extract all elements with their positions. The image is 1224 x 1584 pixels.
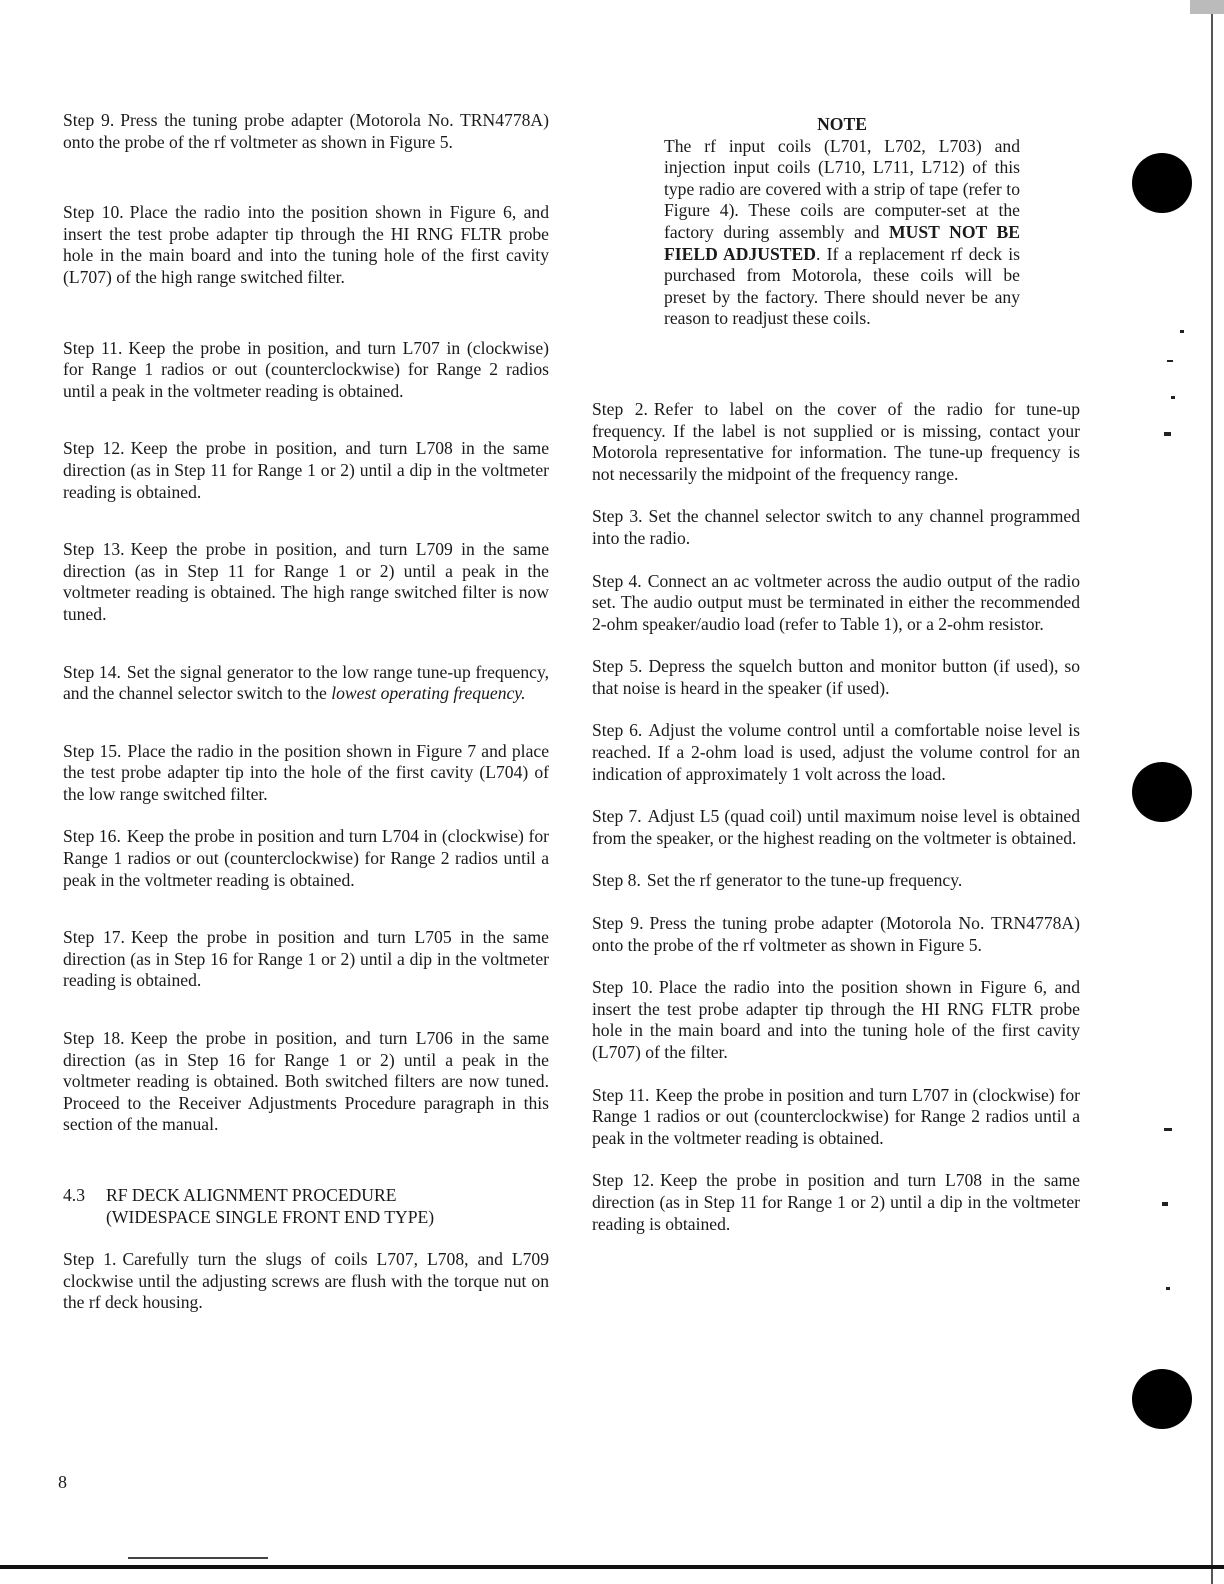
- note-box: [664, 114, 1020, 330]
- right-step-11: Step 11. Keep the probe in position and turn L707 in (clockwise) for Range 1 radios or out (counterclockwise) for Range 2 radios until a peak in the voltmeter reading is obtained.: [592, 1084, 1080, 1148]
- right-step-3: Step 3. Set the channel selector switch to any channel programmed into the radio.: [592, 506, 1080, 548]
- note-warning-bold: MUST NOT BE FIELD ADJUSTED: [664, 221, 1020, 264]
- left-step-16: Step 16. Keep the probe in position and turn L704 in (clockwise) for Range 1 radios or out (counterclockwise) for Range 2 radios until a peak in the voltmeter reading is obtained.: [63, 826, 549, 890]
- scan-edge-line: [1211, 0, 1213, 1584]
- left-step-1: Step 1. Carefully turn the slugs of coils L707, L708, and L709 clockwise until the adjusting screws are flush with the torque nut on the rf deck housing.: [63, 1249, 549, 1313]
- right-step-9: Step 9. Press the tuning probe adapter (Motorola No. TRN4778A) onto the probe of the rf voltmeter as shown in Figure 5.: [592, 913, 1080, 955]
- left-step-14: Step 14. Set the signal generator to the low range tune-up frequency, and the channel selector switch to the lowest operating frequency.: [63, 661, 549, 704]
- scan-speck: [1164, 432, 1171, 436]
- left-step-10: Step 10. Place the radio into the position shown in Figure 6, and insert the test probe adapter tip through the HI RNG FLTR probe hole in the main board and into the tuning hole of the first cavity (L707) of the high range switched filter.: [63, 202, 550, 287]
- right-step-7: Step 7. Adjust L5 (quad coil) until maximum noise level is obtained from the speaker, or the highest reading on the voltmeter is obtained.: [592, 806, 1080, 848]
- binder-hole-middle: [1132, 762, 1192, 822]
- right-step-6: Step 6. Adjust the volume control until a comfortable noise level is reached. If a 2-ohm load is used, adjust the volume control for an indication of approximately 1 volt across the load.: [592, 720, 1080, 784]
- left-step-18: Step 18. Keep the probe in position, and turn L706 in the same direction (as in Step 16 for Range 1 or 2) until a peak in the voltmeter reading is obtained. Both switched filters are now tuned. Proceed to the Receiver Adjustments Procedure paragraph in this section of the manual.: [63, 1028, 550, 1135]
- scan-speck: [1166, 1287, 1170, 1290]
- left-step-17: Step 17. Keep the probe in position and turn L705 in the same direction (as in Step 16 for Range 1 or 2) until a dip in the voltmeter reading is obtained.: [63, 927, 549, 991]
- right-step-5: Step 5. Depress the squelch button and monitor button (if used), so that noise is heard in the speaker (if used).: [592, 656, 1081, 698]
- note-text: The rf input coils (L701, L702, L703) and injection input coils (L710, L711, L712) of this type radio are covered with a strip of tape (refer to Figure 4). These coils are computer-set at the factory during assembly and MUST NOT BE FIELD ADJUSTED. If a replacement rf deck is purchased from Motorola, these coils will be preset by the factory. There should never be any reason to readjust these coils.: [664, 135, 1020, 329]
- section-number: 4.3: [63, 1185, 85, 1205]
- left-column: [63, 110, 549, 1314]
- bottom-short-rule: [128, 1557, 268, 1559]
- left-step-13: Step 13. Keep the probe in position, and turn L709 in the same direction (as in Step 11 for Range 1 or 2) until a peak in the voltmeter reading is obtained. The high range switched filter is now tuned.: [63, 539, 550, 624]
- lowest-operating-frequency-emphasis: lowest operating frequency.: [331, 683, 526, 704]
- left-step-9: Step 9. Press the tuning probe adapter (Motorola No. TRN4778A) onto the probe of the rf voltmeter as shown in Figure 5.: [63, 110, 549, 152]
- left-step-15: Step 15. Place the radio in the position shown in Figure 7 and place the test probe adapter tip into the hole of the first cavity (L704) of the low range switched filter.: [63, 740, 549, 804]
- right-step-2: Step 2. Refer to label on the cover of the radio for tune-up frequency. If the label is not supplied or is missing, contact your Motorola representative for information. The tune-up frequency is not necessarily the midpoint of the frequency range.: [592, 398, 1080, 484]
- section-heading: [63, 1185, 549, 1228]
- binder-hole-bottom: [1132, 1369, 1192, 1429]
- scan-speck: [1167, 360, 1173, 362]
- left-step-12: Step 12. Keep the probe in position, and turn L708 in the same direction (as in Step 11 for Range 1 or 2) until a dip in the voltmeter reading is obtained.: [63, 438, 550, 502]
- section-subtitle: (WIDESPACE SINGLE FRONT END TYPE): [106, 1206, 435, 1227]
- right-column: [592, 114, 1080, 1235]
- scan-speck: [1171, 396, 1175, 399]
- bottom-margin-rule: [0, 1565, 1224, 1569]
- scan-speck: [1162, 1202, 1168, 1206]
- right-step-4: Step 4. Connect an ac voltmeter across the audio output of the radio set. The audio output must be terminated in either the recommended 2-ohm speaker/audio load (refer to Table 1), or a 2-ohm resistor.: [592, 570, 1080, 634]
- page-number: 8: [58, 1472, 67, 1492]
- scan-speck: [1180, 330, 1184, 333]
- section-title: RF DECK ALIGNMENT PROCEDURE: [106, 1185, 397, 1205]
- note-title: NOTE: [817, 114, 867, 134]
- right-step-12: Step 12. Keep the probe in position and turn L708 in the same direction (as in Step 11 for Range 1 or 2) until a dip in the voltmeter reading is obtained.: [592, 1170, 1080, 1234]
- binder-hole-top: [1132, 153, 1192, 213]
- left-step-11: Step 11. Keep the probe in position, and turn L707 in (clockwise) for Range 1 radios or out (counterclockwise) for Range 2 radios until a peak in the voltmeter reading is obtained.: [63, 337, 549, 401]
- right-step-8: Step 8. Set the rf generator to the tune-up frequency.: [592, 870, 963, 891]
- scan-edge-line-top: [1190, 0, 1224, 14]
- right-step-10: Step 10. Place the radio into the position shown in Figure 6, and insert the test probe adapter tip through the HI RNG FLTR probe hole in the main board and into the tuning hole of the first cavity (L707) of the filter.: [592, 977, 1080, 1062]
- scan-speck: [1164, 1128, 1172, 1131]
